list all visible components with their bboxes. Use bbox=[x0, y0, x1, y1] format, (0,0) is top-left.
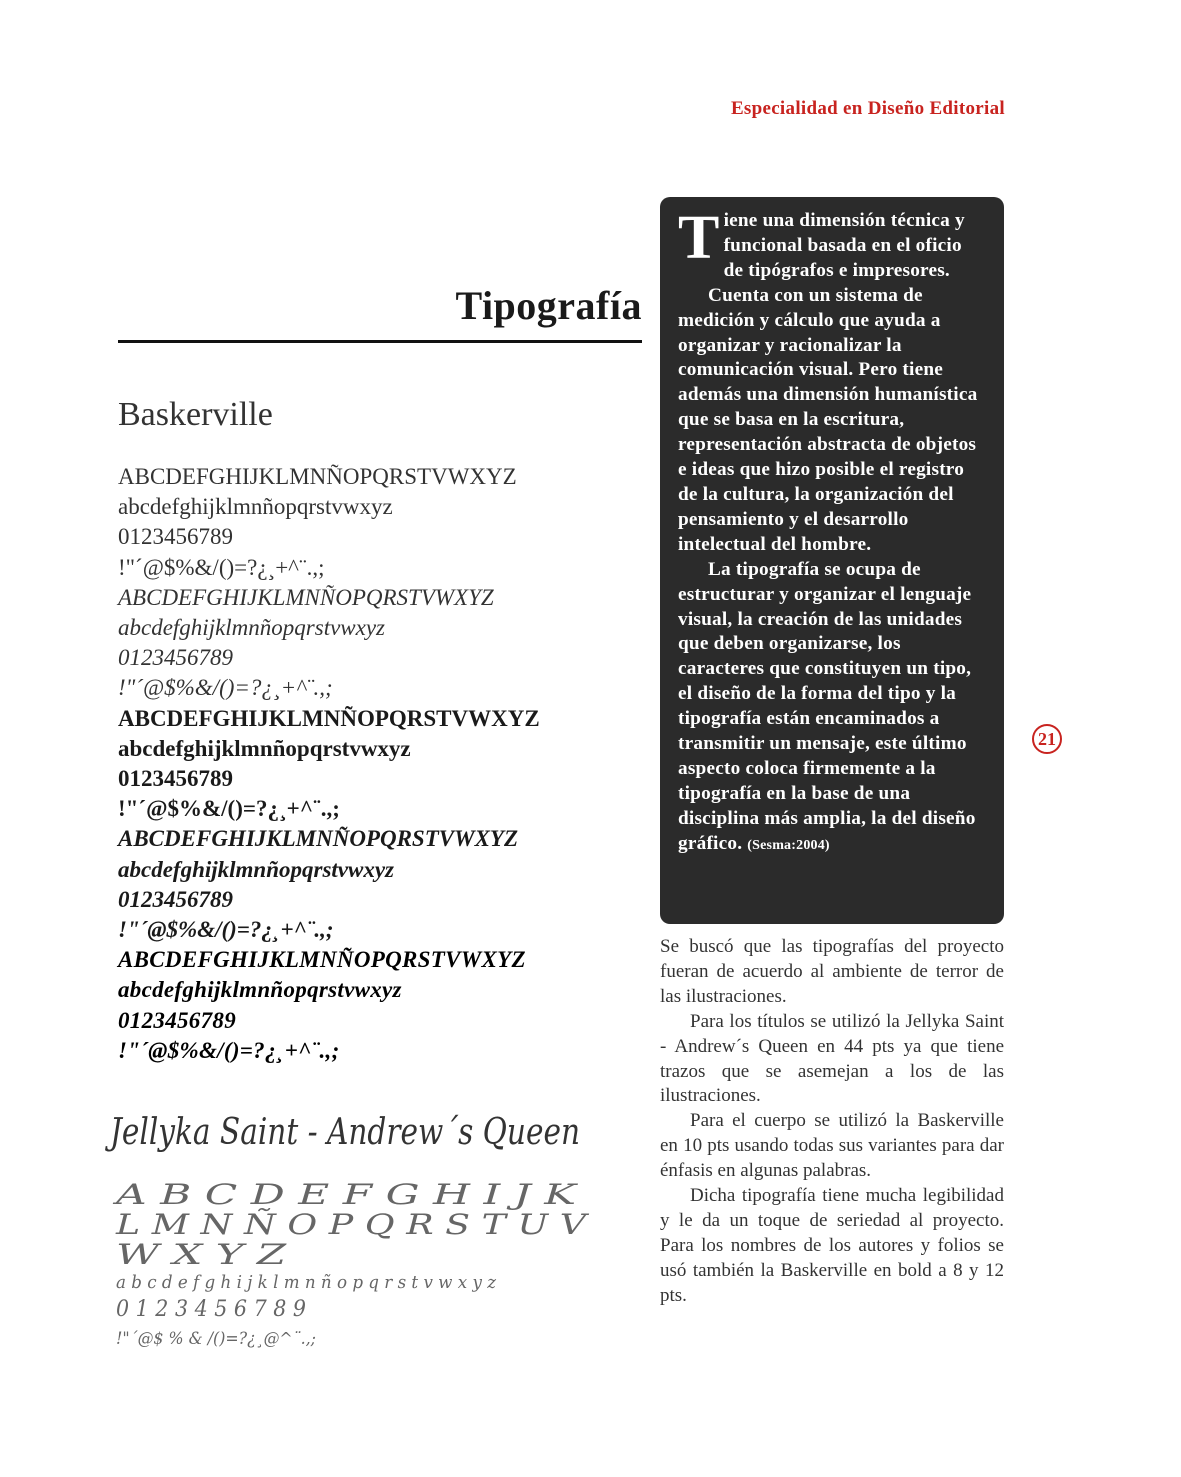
specimen-line: ABCDEFGHIJKLMNÑOPQRSTVWXYZ bbox=[118, 464, 517, 489]
script-row: 0 1 2 3 4 5 6 7 8 9 bbox=[116, 1297, 306, 1322]
body-text bbox=[660, 935, 1004, 1309]
script-row: a b c d e f g h i j k l m n ñ o p q r s t v w x y z bbox=[116, 1272, 497, 1293]
title-rule bbox=[118, 340, 642, 343]
specimen-line-bold-italic: abcdefghijklmnñopqrstvwxyz bbox=[118, 856, 395, 882]
specimen-line-bold: 0123456789 bbox=[118, 766, 233, 792]
script-font-specimen bbox=[104, 1100, 598, 1370]
body-paragraph: Se buscó que las tipografías del proyecto fueran de acuerdo al ambiente de terror de las ilustraciones. bbox=[660, 936, 1004, 1007]
specimen-line-bold-italic: ABCDEFGHIJKLMNÑOPQRSTVWXYZ bbox=[118, 826, 519, 852]
script-row: W X Y Z bbox=[116, 1238, 287, 1271]
section-header: Especialidad en Diseño Editorial bbox=[730, 98, 1005, 119]
body-paragraph: Dicha tipografía tiene mucha legibilidad y le da un toque de seriedad al proyecto. Para los nombres de los autores y folios se usó también la Baskerville en bold a 8 y 12 pts. bbox=[660, 1185, 1004, 1306]
drop-cap: T bbox=[678, 204, 720, 272]
body-paragraph: Para los títulos se utilizó la Jellyka Saint - Andrew´s Queen en 44 pts ya que tiene trazos que se asemejan a los de las ilustraciones. bbox=[660, 1010, 1004, 1107]
quote-p1-text: iene una dimensión técnica y funcional basada en el oficio de tipógrafos e impresores. bbox=[723, 210, 965, 281]
specimen-line: abcdefghijklmnñopqrstvwxyz bbox=[118, 494, 393, 520]
specimen-line-black-italic: abcdefghijklmnñopqrstvwxyz bbox=[118, 977, 402, 1003]
font-specimen bbox=[118, 462, 638, 1066]
specimen-line-bold-italic: 0123456789 bbox=[118, 886, 233, 912]
specimen-line-italic: ABCDEFGHIJKLMNÑOPQRSTVWXYZ bbox=[118, 584, 494, 610]
body-paragraph: Para el cuerpo se utilizó la Baskerville en 10 pts usando todas sus variantes para dar énfasis en algunas palabras. bbox=[660, 1110, 1004, 1182]
font-name-heading: Baskerville bbox=[118, 396, 273, 433]
specimen-line: 0123456789 bbox=[118, 524, 233, 550]
specimen-line-black-italic: ABCDEFGHIJKLMNÑOPQRSTVWXYZ bbox=[118, 947, 526, 973]
quote-paragraph: Cuenta con un sistema de medición y cálculo que ayuda a organizar y racionalizar la comunicación visual. Pero tiene además una dimensión humanística que se basa en la escritura, representación abstracta de objetos e ideas que hizo posible el registro de la cultura, la organización del pensamiento y el desarrollo intelectual del hombre. bbox=[678, 284, 978, 555]
specimen-line: !"´@$%&/()=?¿¸+^¨.,; bbox=[118, 554, 325, 580]
page-title: Tipografía bbox=[455, 283, 642, 328]
specimen-line-italic: 0123456789 bbox=[118, 645, 233, 671]
script-font-sample bbox=[104, 1100, 598, 1370]
citation: (Sesma:2004) bbox=[747, 837, 830, 853]
page-number: 21 bbox=[1032, 724, 1062, 754]
quote-box bbox=[660, 197, 1004, 924]
specimen-line-bold: !"´@$%&/()=?¿¸+^¨.,; bbox=[118, 796, 340, 822]
specimen-line-black-italic: !"´@$%&/()=?¿¸+^¨.,; bbox=[118, 1037, 340, 1063]
script-row: !"´@$ % & /()=?¿¸@^¨.,; bbox=[116, 1329, 316, 1349]
quote-paragraph bbox=[678, 558, 986, 859]
specimen-line-italic: !"´@$%&/()=?¿¸+^¨.,; bbox=[118, 675, 333, 701]
quote-p3-text: La tipografía se ocupa de estructurar y organizar el lenguaje visual, la creación de las unidades que deben organizarse, los caracteres que constituyen un tipo, el diseño de la forma del tipo y la tipografía están encaminados a transmitir un mensaje, este último aspecto coloca firmemente a la tipografía en la base de una disciplina más amplia, la del diseño gráfico. bbox=[678, 558, 976, 854]
specimen-line-bold-italic: !"´@$%&/()=?¿¸+^¨.,; bbox=[118, 917, 334, 943]
specimen-line-bold: ABCDEFGHIJKLMNÑOPQRSTVWXYZ bbox=[118, 705, 540, 731]
specimen-line-black-italic: 0123456789 bbox=[118, 1007, 236, 1033]
quote-paragraph bbox=[678, 204, 986, 284]
script-row: A B C D E F G H I J K bbox=[111, 1178, 580, 1211]
specimen-line-bold: abcdefghijklmnñopqrstvwxyz bbox=[118, 735, 411, 761]
script-row: L M N Ñ O P Q R S T U V bbox=[114, 1208, 590, 1241]
script-font-name: Jellyka Saint - Andrew´s Queen bbox=[104, 1112, 580, 1153]
specimen-line-italic: abcdefghijklmnñopqrstvwxyz bbox=[118, 615, 386, 641]
